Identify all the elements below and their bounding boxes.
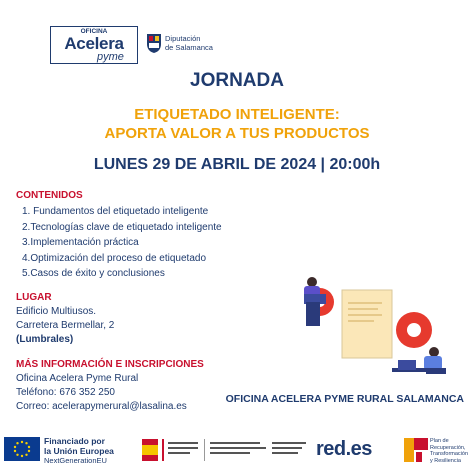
plan-line1: Plan de	[430, 438, 449, 444]
contenidos-list	[22, 204, 272, 282]
plan-line4: y Resiliencia	[430, 457, 461, 464]
lugar-line1: Edificio Multiusos.	[16, 306, 97, 317]
lugar-line3: (Lumbrales)	[16, 334, 74, 345]
list-item: 4.Optimización del proceso de etiquetado	[22, 252, 207, 264]
lugar-line2: Carretera Bermellar, 2	[16, 320, 115, 331]
diputacion-line2: de Salamanca	[165, 43, 213, 52]
redes-logo: red.es	[316, 438, 372, 460]
logo-pyme-text: pyme	[97, 51, 124, 63]
plan-line3: Transformación	[430, 451, 469, 457]
document-icon	[342, 290, 392, 358]
diputacion-shield-icon	[146, 32, 162, 54]
office-illustration	[284, 268, 464, 388]
info-email[interactable]: Correo: acelerapymerural@lasalina.es	[16, 401, 187, 412]
info-line1: Oficina Acelera Pyme Rural	[16, 373, 139, 384]
prtr-logo-icon	[402, 436, 430, 464]
page-title: JORNADA	[190, 70, 284, 91]
footer-title: OFICINA ACELERA PYME RURAL SALAMANCA	[225, 393, 464, 405]
info-heading: MÁS INFORMACIÓN E INSCRIPCIONES	[16, 359, 204, 370]
acelera-pyme-logo	[50, 26, 138, 64]
eu-line3: NextGenerationEU	[44, 456, 107, 465]
eu-flag-icon	[4, 437, 40, 461]
logo-acelera-text: Acelera	[64, 34, 124, 53]
event-subtitle-line2: APORTA VALOR A TUS PRODUCTOS	[104, 125, 370, 142]
list-item: 5.Casos de éxito y conclusiones	[22, 268, 165, 279]
person-head	[307, 277, 317, 287]
list-item: 1. Fundamentos del etiquetado inteligente	[22, 206, 209, 217]
eu-line2: la Unión Europea	[44, 446, 114, 456]
contenidos-heading: CONTENIDOS	[16, 190, 83, 201]
logo-oficina-text: OFICINA	[80, 28, 108, 35]
lugar-heading: LUGAR	[16, 292, 52, 303]
diputacion-logo-text	[165, 34, 213, 52]
info-phone: Teléfono: 676 352 250	[16, 387, 115, 398]
plan-line2: Recuperación,	[430, 444, 466, 451]
eu-line1: Financiado por	[44, 436, 105, 446]
plan-recuperacion-text	[430, 438, 468, 464]
gobierno-espana-logo-icon	[140, 436, 310, 464]
event-subtitle-line1: ETIQUETADO INTELIGENTE:	[134, 106, 340, 123]
diputacion-line1: Diputación	[165, 34, 201, 43]
laptop-icon	[398, 360, 416, 370]
list-item: 3.Implementación práctica	[22, 237, 139, 248]
list-item: 2.Tecnologías clave de etiquetado inteligente	[22, 221, 222, 233]
event-date: LUNES 29 DE ABRIL DE 2024 | 20:00h	[93, 156, 381, 173]
